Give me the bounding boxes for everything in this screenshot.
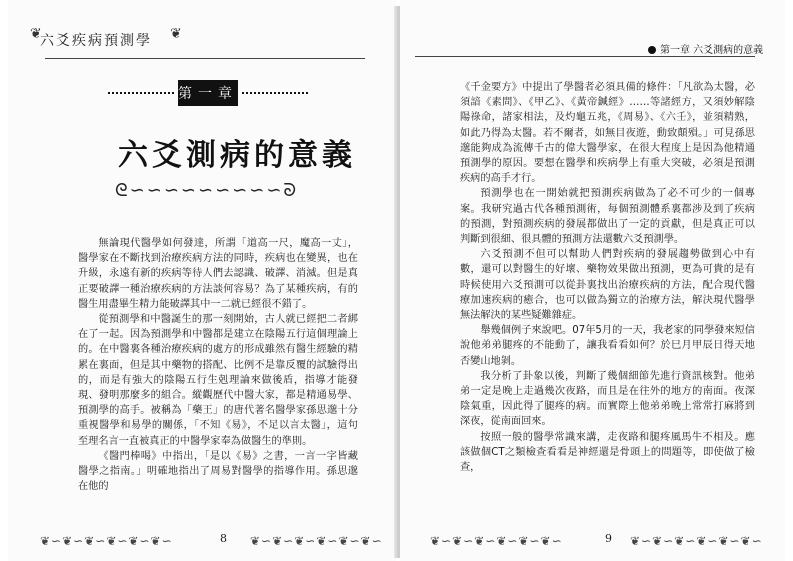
- right-footer-ornament-2: ❦∽❦∽❦∽❦∽❦∽❦∽: [630, 534, 763, 548]
- right-page-number: 9: [605, 532, 612, 545]
- right-body-text: [460, 80, 755, 475]
- right-paragraph: 我分析了卦象以後，判斷了幾個細節先進行資訊核對。他弟弟一定是晚上走過幾次夜路，而且是在往外的地方的南面。夜深陰氣重，因此得了腿疼的病。而實際上他弟弟晚上常常打麻將到深夜，從南面回來。: [460, 370, 755, 428]
- right-paragraph: 預測學也在一開始就把預測疾病做為了必不可少的一個專案。我研究過古代各種預測術，每個預測體系裏都涉及到了疾病的預測，對預測疾病的發展都做出了一定的貢獻，但是真正可以判斷到很細、很具體的預測方法還數六爻預測學。: [460, 188, 755, 246]
- right-header-rule: [415, 56, 755, 57]
- title-flourish: ᘓ∽∽∽∽∽∽∽∽∽ᘐ: [115, 180, 299, 201]
- header-ornament-left: ❦: [30, 26, 42, 42]
- left-paragraph: 從預測學和中醫誕生的那一刻開始，古人就已經把二者綁在了一起。因為預測學和中醫都是建立在陰陽五行這個理論上的。在中醫裏各種治療疾病的處方的形成雖然有醫生經驗的精累在裏面，但是其中藥物的搭配、比例不是靠反覆的試驗得出的，而是有強大的陰陽五行生剋理論來做後盾，指導才能發現、發明那麼多的組合。縱觀歷代中醫大家，都是精通易學、預測學的高手。被稱為「藥王」的唐代著名醫學家孫思邈十分重視醫學和易學的關係，「不知《易》，不足以言太醫」，這句至理名言一直被真正的中醫學家奉為做醫生的準則。: [78, 314, 358, 447]
- left-body-text: [78, 236, 358, 494]
- chapter-dots-right: [242, 92, 308, 96]
- chapter-label: 第一章: [178, 80, 238, 106]
- right-paragraph: 按照一般的醫學常識來講，走夜路和腿疼風馬牛不相及。應該做個CT之類檢查看看是神經還是骨頭上的問題等，即使做了檢查，: [460, 431, 755, 474]
- right-paragraph: 六爻預測不但可以幫助人們對疾病的發展趨勢做到心中有數，還可以對醫生的好壞、藥物效果做出預測，更為可貴的是有時候使用六爻預測可以從卦裏找出治療疾病的方法，配合現代醫療加速疾病的癒合，也可以做為獨立的治療方法，解決現代醫學無法解決的某些疑難雜症。: [460, 249, 755, 322]
- chapter-title: 六爻測病的意義: [118, 138, 356, 173]
- right-paragraph: 舉幾個例子來說吧。07年5月的一天，我老家的同學發來短信說他弟弟腿疼的不能動了，讓我看看如何？於巳月甲辰日得天地否變山地剝。: [460, 325, 755, 367]
- bullet-icon: [648, 46, 656, 54]
- header-ornament-right: ❦: [170, 26, 182, 42]
- right-running-header: [648, 41, 763, 56]
- left-footer-ornament-2: ❦∽❦∽❦∽❦∽❦∽❦∽: [250, 534, 383, 548]
- left-header-rule: [45, 58, 365, 59]
- right-paragraph: 《千金要方》中提出了學醫者必須具備的條件：「凡欲為太醫，必須諳《素問》、《甲乙》、《黃帝鍼經》……等諸經方，又須妙解陰陽祿命，諸家相法，及灼龜五兆，《周易》、《六壬》，並須精熟，如此乃得為太醫。若不爾者，如無目夜遊，動致顛殞。」可見孫思邈能夠成為流傳千古的偉大醫學家，在很大程度上是因為他精通預測學的原因。要想在醫學和疾病學上有重大突破，必須是預測疾病的高手才行。: [460, 82, 755, 185]
- left-running-header: 六爻疾病預測學: [40, 33, 152, 49]
- left-paragraph: 無論現代醫學如何發達，所謂「道高一尺，魔高一丈」，醫學家在不斷找到治療疾病方法的同時，疾病也在變異，也在升級，永遠有新的疾病等待人們去認識、破譯、消滅。但是真正要破譯一種治療疾病的方法談何容易？為了某種疾病，有的醫生用盡畢生精力能破譯其中一二就已經很不錯了。: [78, 238, 358, 310]
- chapter-dots-left: [108, 92, 174, 96]
- left-footer-ornament: ❦∽❦∽❦∽❦∽❦∽❦∽: [40, 534, 173, 548]
- left-page-number: 8: [220, 532, 227, 545]
- left-paragraph: 《醫門棒喝》中指出，「是以《易》之書，一言一字皆藏醫學之指南。」明確地指出了周易對醫學的指導作用。孫思邈在他的: [78, 450, 358, 493]
- right-footer-ornament: ❦∽❦∽❦∽❦∽❦∽❦∽: [430, 534, 563, 548]
- right-header-text: 第一章 六爻測病的意義: [660, 45, 764, 56]
